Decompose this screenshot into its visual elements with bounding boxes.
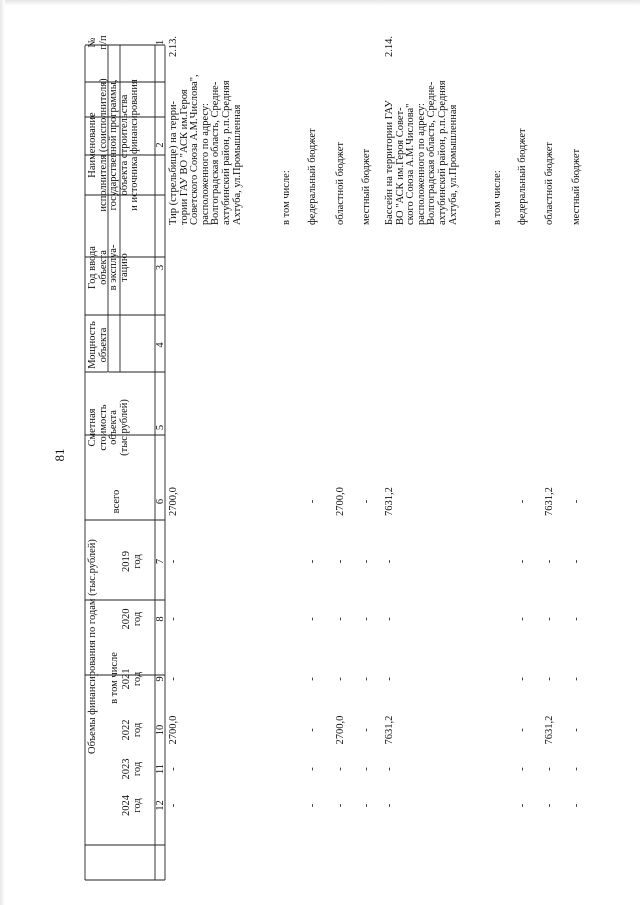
row-213-reg-2021: - [335, 677, 346, 681]
header-incl: в том числе [109, 652, 120, 704]
row-213-reg-label: областной бюджет [335, 142, 346, 225]
page-number-text: 81 [52, 448, 67, 462]
row-213-2021: - [168, 677, 179, 681]
colnum-6: 6 [155, 498, 166, 505]
header-num: № п/п [87, 35, 109, 50]
row-213-fed-label: федеральный бюджет [307, 128, 318, 225]
row-213-fed-2020: - [307, 617, 318, 621]
colnum-5: 5 [155, 424, 166, 431]
header-cost: Сметная стоимость объекта (тыс.рублей) [87, 399, 130, 456]
colnum-12: 12 [155, 800, 166, 811]
row-213-fed-2024: - [307, 803, 318, 808]
row-213-loc-total: - [361, 499, 372, 504]
row-213-2024: - [168, 803, 179, 808]
row-214-loc-total: - [571, 499, 582, 504]
row-214-2019: - [384, 559, 395, 564]
row-214-reg-label: областной бюджет [544, 142, 555, 225]
row-214-loc-2020: - [571, 617, 582, 621]
header-2020: 2020 год [121, 608, 143, 630]
row-214-fed-label: федеральный бюджет [517, 128, 528, 225]
row-213-reg-total: 2700,0 [335, 487, 346, 516]
row-213-reg-2020: - [335, 617, 346, 621]
row-214-2023: - [384, 767, 395, 771]
row-213-fed-total: - [307, 499, 318, 504]
colnum-9: 9 [155, 676, 166, 682]
row-214-2024: - [384, 803, 395, 808]
row-213-loc-2023: - [361, 767, 372, 771]
colnum-3: 3 [155, 264, 166, 271]
row-214-reg-2024: - [544, 803, 555, 808]
row-213-fed-2023: - [307, 767, 318, 771]
row-213-reg-2019: - [335, 559, 346, 564]
header-power: Мощность объекта [87, 321, 109, 369]
row-214-reg-2020: - [544, 617, 555, 621]
row-213-num: 2.13. [168, 36, 179, 57]
row-213-2020: - [168, 617, 179, 621]
row-213-2023: - [168, 767, 179, 771]
row-214-loc-2022: - [571, 728, 582, 732]
row-213-loc-2021: - [361, 677, 372, 681]
row-214-total: 7631,2 [384, 487, 395, 516]
row-214-fed-2020: - [517, 617, 528, 621]
colnum-4: 4 [155, 342, 166, 348]
row-214-loc-2024: - [571, 803, 582, 808]
row-214-2021: - [384, 677, 395, 681]
header-volumes: Объемы финансирования по годам (тыс.рублей) [87, 539, 98, 754]
row-213-name: Тир (стрельбище) на терри- тории ГАУ ВО "АСК им.Героя Советского Союза А.М.Числова", расположенного по адресу: Волгоградская область, Средне- ахтубинский район, р.п.Средняя Ахтуба, ул.Промышленная [168, 74, 243, 225]
colnum-10: 10 [155, 724, 166, 736]
row-213-loc-2019: - [361, 559, 372, 564]
row-213-reg-2022: 2700,0 [335, 715, 346, 745]
row-213-2019: - [168, 559, 179, 564]
row-214-fed-2021: - [517, 677, 528, 681]
header-2019: 2019 год [121, 551, 143, 572]
row-213-loc-label: местный бюджет [361, 148, 372, 225]
row-213-2022: 2700,0 [168, 715, 179, 745]
row-213-loc-2020: - [361, 617, 372, 621]
row-213-reg-2023: - [335, 767, 346, 771]
row-213-reg-2024: - [335, 803, 346, 808]
row-214-2020: - [384, 617, 395, 621]
row-214-name: Бассейн на территории ГАУ ВО "АСК им.Героя Совет- ского Союза А.М.Числова" расположенного по адресу: Волгоградская область, Средне- ахтубинский район, р.п.Средняя Ахтуба, ул.Промышленная [384, 80, 459, 225]
row-213-fed-2021: - [307, 677, 318, 681]
row-214-num: 2.14. [384, 36, 395, 57]
row-213-fed-2022: - [307, 728, 318, 732]
header-2022: 2022 год [121, 719, 143, 741]
row-214-loc-2023: - [571, 767, 582, 771]
colnum-11: 11 [155, 763, 166, 775]
row-214-fed-2019: - [517, 559, 528, 564]
row-214-fed-2024: - [517, 803, 528, 808]
row-213-loc-2024: - [361, 803, 372, 808]
row-214-fed-2023: - [517, 767, 528, 771]
row-214-reg-2023: - [544, 767, 555, 771]
colnum-2: 2 [155, 142, 166, 148]
row-214-reg-2019: - [544, 559, 555, 564]
row-214-loc-2021: - [571, 677, 582, 681]
row-214-loc-2019: - [571, 559, 582, 564]
row-213-incl: в том числе: [281, 170, 292, 225]
row-213-fed-2019: - [307, 559, 318, 564]
header-total: всего [111, 489, 122, 514]
row-214-incl: в том числе: [492, 170, 503, 225]
row-214-fed-2022: - [517, 728, 528, 732]
row-214-reg-2021: - [544, 677, 555, 681]
header-year: Год ввода объекта в эксплуа- тацию [87, 244, 130, 291]
row-214-reg-2022: 7631,2 [544, 715, 555, 745]
header-2023: 2023 год [121, 758, 143, 780]
row-214-loc-label: местный бюджет [571, 148, 582, 225]
header-2021: 2021 год [121, 668, 143, 690]
colnum-1: 1 [155, 39, 166, 46]
row-214-fed-total: - [517, 499, 528, 504]
row-213-loc-2022: - [361, 728, 372, 732]
row-214-2022: 7631,2 [384, 715, 395, 745]
row-213-total: 2700,0 [168, 487, 179, 516]
colnum-7: 7 [155, 558, 166, 565]
row-214-reg-total: 7631,2 [544, 487, 555, 516]
header-2024: 2024 год [121, 795, 143, 816]
colnum-8: 8 [155, 616, 166, 622]
header-name: Наименование исполнителя (соисполнителя) государственной программы, объекта строительства и источника финансирования [87, 78, 140, 212]
